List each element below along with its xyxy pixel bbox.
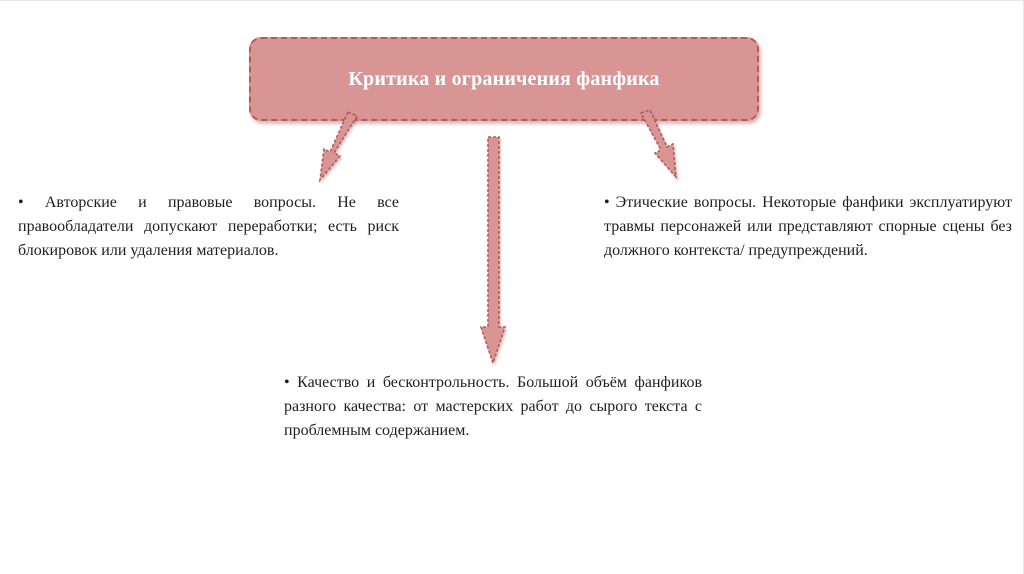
- diagram-title: Критика и ограничения фанфика: [348, 67, 660, 90]
- text-block-ethics: • Этические вопросы. Некоторые фанфики эксплуатируют травмы персонажей или представляют спорные сцены без должного контекста/ предупреждений.: [604, 194, 1012, 259]
- arrow-down-center: [481, 137, 505, 363]
- arrow-down-right: [641, 110, 676, 177]
- arrow-down-left: [320, 112, 357, 180]
- text-block-quality: • Качество и бесконтрольность. Большой объём фанфиков разного качества: от мастерских работ до сырого текста с проблемным содержанием.: [284, 374, 702, 439]
- text-block-legal: • Авторские и правовые вопросы. Не все правообладатели допускают переработки; есть риск блокировок или удаления материалов.: [18, 194, 399, 259]
